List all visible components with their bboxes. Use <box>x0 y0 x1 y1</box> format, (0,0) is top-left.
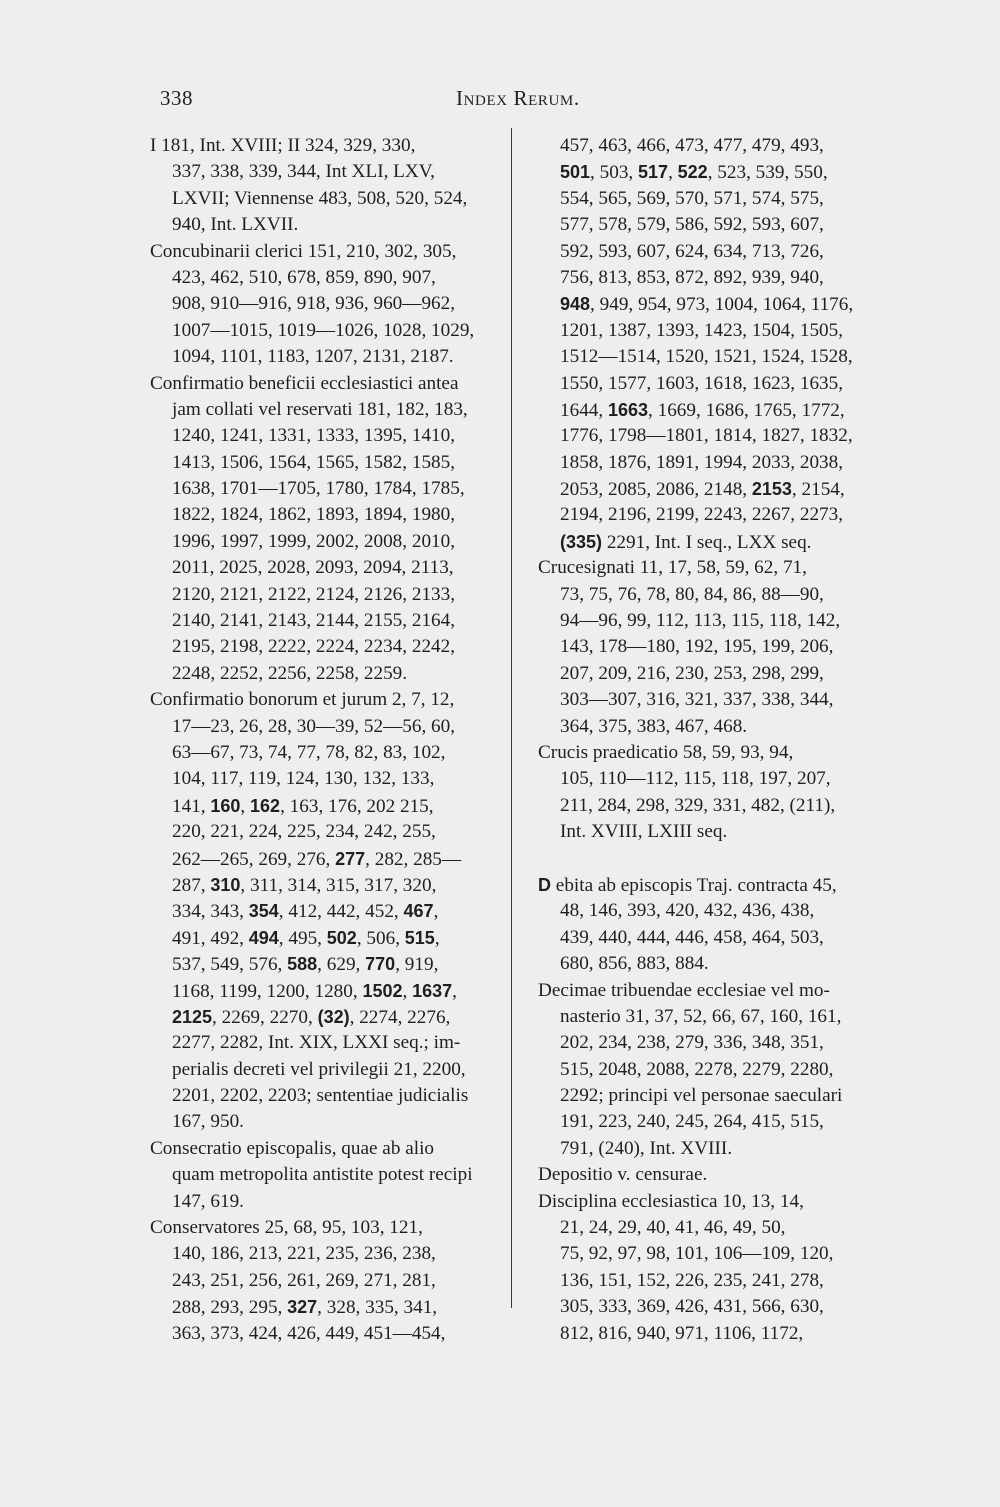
bold-reference: 277 <box>335 848 366 869</box>
index-line: 207, 209, 216, 230, 253, 298, 299, <box>560 662 824 684</box>
index-line: 2201, 2202, 2203; sententiae judicialis <box>172 1085 469 1107</box>
bold-reference: 2125 <box>172 1006 213 1027</box>
bold-reference: 501 <box>560 162 591 183</box>
index-line: 2195, 2198, 2222, 2224, 2234, 2242, <box>172 636 456 658</box>
index-line: 143, 178—180, 192, 195, 199, 206, <box>560 636 834 658</box>
index-line: 1413, 1506, 1564, 1565, 1582, 1585, <box>172 451 456 473</box>
index-line: 756, 813, 853, 872, 892, 939, 940, <box>560 266 824 288</box>
index-line: 1996, 1997, 1999, 2002, 2008, 2010, <box>172 530 456 552</box>
index-entry <box>150 1136 505 1215</box>
index-line: 303—307, 316, 321, 337, 338, 344, <box>560 689 834 711</box>
index-entry <box>150 371 505 688</box>
index-line: 1550, 1577, 1603, 1618, 1623, 1635, <box>560 372 844 394</box>
index-line: Int. XVIII, LXIII seq. <box>560 821 728 843</box>
index-line: 243, 251, 256, 261, 269, 271, 281, <box>172 1269 436 1291</box>
index-entry <box>150 133 505 239</box>
index-line: 2011, 2025, 2028, 2093, 2094, 2113, <box>172 557 454 579</box>
index-line: 73, 75, 76, 78, 80, 84, 86, 88—90, <box>560 583 824 605</box>
index-line: 439, 440, 444, 446, 458, 464, 503, <box>560 926 824 948</box>
index-entry <box>150 1215 505 1347</box>
index-line: 1644, 1663, 1669, 1686, 1765, 1772, <box>560 399 845 421</box>
index-line: 211, 284, 298, 329, 331, 482, (211), <box>560 794 836 816</box>
index-line: Conservatores 25, 68, 95, 103, 121, <box>150 1217 423 1239</box>
index-line: 1776, 1798—1801, 1814, 1827, 1832, <box>560 425 853 447</box>
index-line: Consecratio episcopalis, quae ab alio <box>150 1137 434 1159</box>
index-line: Crucis praedicatio 58, 59, 93, 94, <box>538 741 794 763</box>
index-line: 812, 816, 940, 971, 1106, 1172, <box>560 1322 804 1344</box>
index-entry <box>538 1162 883 1188</box>
bold-reference: 502 <box>326 927 357 948</box>
index-line: 1094, 1101, 1183, 1207, 2131, 2187. <box>172 346 454 368</box>
index-line: 288, 293, 295, 327, 328, 335, 341, <box>172 1297 438 1319</box>
index-line: 104, 117, 119, 124, 130, 132, 133, <box>172 768 435 790</box>
index-line: 2053, 2085, 2086, 2148, 2153, 2154, <box>560 479 845 501</box>
index-line: 105, 110—112, 115, 118, 197, 207, <box>560 768 831 790</box>
index-line: 2120, 2121, 2122, 2124, 2126, 2133, <box>172 583 456 605</box>
index-line: 75, 92, 97, 98, 101, 106—109, 120, <box>560 1243 834 1265</box>
bold-reference: 162 <box>250 795 281 816</box>
index-line: Decimae tribuendae ecclesiae vel mo- <box>538 979 830 1001</box>
index-line: 2277, 2282, Int. XIX, LXXI seq.; im- <box>172 1032 461 1054</box>
running-head: Index Rerum. <box>456 86 580 110</box>
index-line: 334, 343, 354, 412, 442, 452, 467, <box>172 901 439 923</box>
bold-reference: 522 <box>677 162 708 183</box>
index-line: 136, 151, 152, 226, 235, 241, 278, <box>560 1269 824 1291</box>
bold-reference: 517 <box>638 162 669 183</box>
index-line: 491, 492, 494, 495, 502, 506, 515, <box>172 927 440 949</box>
index-line: 948, 949, 954, 973, 1004, 1064, 1176, <box>560 294 854 316</box>
index-line: 940, Int. LXVII. <box>172 214 299 236</box>
page-number: 338 <box>160 86 193 110</box>
index-line: 577, 578, 579, 586, 592, 593, 607, <box>560 214 824 236</box>
index-line: 2140, 2141, 2143, 2144, 2155, 2164, <box>172 610 456 632</box>
index-line: 63—67, 73, 74, 77, 78, 82, 83, 102, <box>172 741 446 763</box>
bold-reference: 160 <box>210 795 241 816</box>
index-line: 537, 549, 576, 588, 629, 770, 919, <box>172 954 439 976</box>
index-line: 423, 462, 510, 678, 859, 890, 907, <box>172 266 436 288</box>
index-line: 1858, 1876, 1891, 1994, 2033, 2038, <box>560 451 844 473</box>
index-line: 680, 856, 883, 884. <box>560 953 709 975</box>
index-line: 2194, 2196, 2199, 2243, 2267, 2273, <box>560 504 844 526</box>
index-line: 1240, 1241, 1331, 1333, 1395, 1410, <box>172 425 456 447</box>
index-line: I 181, Int. XVIII; II 324, 329, 330, <box>150 135 416 156</box>
bold-reference: D <box>538 874 551 895</box>
bold-reference: 948 <box>560 294 591 315</box>
index-line: 220, 221, 224, 225, 234, 242, 255, <box>172 821 436 843</box>
bold-reference: 327 <box>287 1297 318 1318</box>
bold-reference: 770 <box>365 954 396 975</box>
index-line: 554, 565, 569, 570, 571, 574, 575, <box>560 187 824 209</box>
index-line: nasterio 31, 37, 52, 66, 67, 160, 161, <box>560 1005 842 1027</box>
index-line: 1168, 1199, 1200, 1280, 1502, 1637, <box>172 980 457 1002</box>
index-line: 140, 186, 213, 221, 235, 236, 238, <box>172 1243 436 1265</box>
entry-gap <box>538 846 883 872</box>
bold-reference: (32) <box>317 1006 350 1027</box>
index-line: 337, 338, 339, 344, Int XLI, LXV, <box>172 161 435 183</box>
index-line: 2125, 2269, 2270, (32), 2274, 2276, <box>172 1006 451 1028</box>
index-line: 501, 503, 517, 522, 523, 539, 550, <box>560 162 828 184</box>
index-entry <box>538 555 883 740</box>
index-line: 147, 619. <box>172 1190 244 1212</box>
index-line: Confirmatio beneficii ecclesiastici antea <box>150 372 459 394</box>
index-entry <box>538 740 883 846</box>
index-line: (335) 2291, Int. I seq., LXX seq. <box>560 531 812 553</box>
bold-reference: 494 <box>248 927 279 948</box>
index-line: 17—23, 26, 28, 30—39, 52—56, 60, <box>172 715 456 737</box>
index-line: 141, 160, 162, 163, 176, 202 215, <box>172 795 434 817</box>
index-line: 94—96, 99, 112, 113, 115, 118, 142, <box>560 610 841 632</box>
index-line: 191, 223, 240, 245, 264, 415, 515, <box>560 1111 824 1133</box>
bold-reference: (335) <box>560 531 603 552</box>
bold-reference: 588 <box>287 954 318 975</box>
bold-reference: 1502 <box>362 980 403 1001</box>
index-line: Crucesignati 11, 17, 58, 59, 62, 71, <box>538 557 807 579</box>
index-line: 262—265, 269, 276, 277, 282, 285— <box>172 848 462 870</box>
index-line: 1512—1514, 1520, 1521, 1524, 1528, <box>560 346 853 368</box>
index-line: 363, 373, 424, 426, 449, 451—454, <box>172 1322 446 1344</box>
bold-reference: 515 <box>404 927 435 948</box>
index-entry <box>538 872 883 978</box>
index-line: 1007—1015, 1019—1026, 1028, 1029, <box>172 319 475 341</box>
index-line: 202, 234, 238, 279, 336, 348, 351, <box>560 1032 824 1054</box>
index-line: perialis decreti vel privilegii 21, 2200, <box>172 1058 466 1080</box>
index-line: 2248, 2252, 2256, 2258, 2259. <box>172 662 408 684</box>
column-divider <box>511 128 512 1308</box>
index-line: 21, 24, 29, 40, 41, 46, 49, 50, <box>560 1217 786 1239</box>
index-line: 364, 375, 383, 467, 468. <box>560 715 748 737</box>
index-entry <box>150 687 505 1136</box>
index-line: 791, (240), Int. XVIII. <box>560 1137 733 1159</box>
left-column <box>150 133 505 1347</box>
index-entry <box>538 133 883 555</box>
bold-reference: 354 <box>248 901 279 922</box>
index-line: 287, 310, 311, 314, 315, 317, 320, <box>172 874 437 896</box>
index-line: jam collati vel reservati 181, 182, 183, <box>172 398 468 420</box>
index-entry <box>150 239 505 371</box>
index-line: 908, 910—916, 918, 936, 960—962, <box>172 293 456 315</box>
index-line: Disciplina ecclesiastica 10, 13, 14, <box>538 1190 804 1212</box>
index-line: 457, 463, 466, 473, 477, 479, 493, <box>560 135 824 156</box>
index-entry <box>538 978 883 1163</box>
bold-reference: 1637 <box>412 980 453 1001</box>
index-line: 1638, 1701—1705, 1780, 1784, 1785, <box>172 478 465 500</box>
bold-reference: 1663 <box>607 399 649 420</box>
index-entry <box>538 1189 883 1347</box>
index-line: 2292; principi vel personae saeculari <box>560 1085 843 1107</box>
index-line: 48, 146, 393, 420, 432, 436, 438, <box>560 900 815 922</box>
right-column <box>538 133 883 1347</box>
index-line: Confirmatio bonorum et jurum 2, 7, 12, <box>150 689 455 711</box>
bold-reference: 467 <box>403 901 434 922</box>
index-line: Concubinarii clerici 151, 210, 302, 305, <box>150 240 457 262</box>
index-line: Depositio v. censurae. <box>538 1164 708 1186</box>
index-line: LXVII; Viennense 483, 508, 520, 524, <box>172 187 468 209</box>
bold-reference: 310 <box>210 874 241 895</box>
index-line: 515, 2048, 2088, 2278, 2279, 2280, <box>560 1058 834 1080</box>
index-line: D ebita ab episcopis Traj. contracta 45, <box>538 874 837 896</box>
index-line: 1822, 1824, 1862, 1893, 1894, 1980, <box>172 504 456 526</box>
index-line: 592, 593, 607, 624, 634, 713, 726, <box>560 240 824 262</box>
index-line: quam metropolita antistite potest recipi <box>172 1164 473 1186</box>
index-line: 1201, 1387, 1393, 1423, 1504, 1505, <box>560 319 844 341</box>
index-line: 305, 333, 369, 426, 431, 566, 630, <box>560 1296 824 1318</box>
index-line: 167, 950. <box>172 1111 244 1133</box>
bold-reference: 2153 <box>751 479 792 500</box>
